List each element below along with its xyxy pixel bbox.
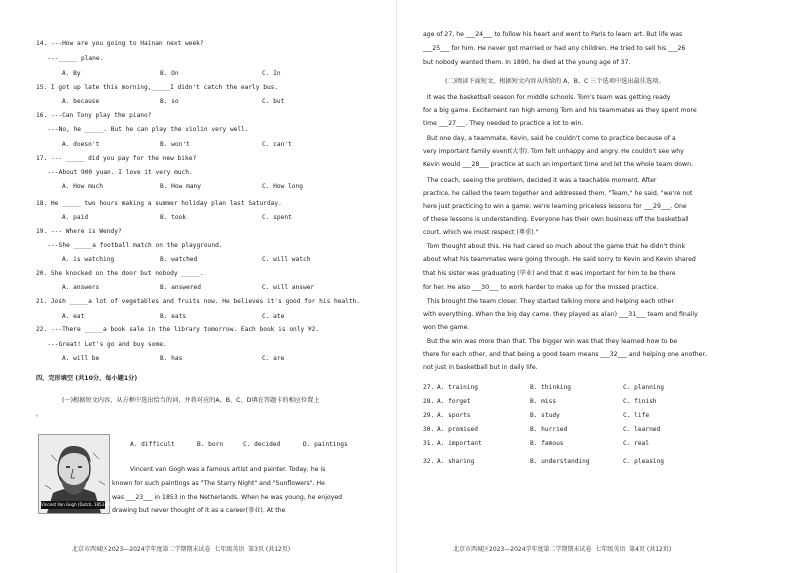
option-c: C. but [262, 98, 285, 105]
option-number: 31. [423, 440, 435, 447]
question-reply: ---About 900 yuan. I love it very much. [40, 169, 193, 176]
passage-line: for a big game. Excitement ran high among Tom and his teammates as they spent more [423, 107, 697, 114]
option-b: B. On [160, 70, 179, 77]
passage-line: was ___23___ in 1853 in the Netherlands. When he was young, he enjoyed [112, 494, 343, 501]
option-a: A. training [437, 384, 478, 391]
passage-line: But the win was more than that. The bigger win was that they learned how to be [423, 338, 678, 345]
passage-line: ___25___ for him. He never got married or had any children. He tried to sell his ___26 [423, 45, 686, 52]
passage-line: Kevin would ___28___ practice at such an important time and let the whole team down. [423, 161, 693, 168]
question-reply: ---No, he _____. But he can play the violin very well. [40, 126, 249, 133]
question-stem: 22. ---There _____a book sale in the library tomorrow. Each book is only ¥2. [36, 326, 320, 333]
option-b: B. hurried [530, 426, 568, 433]
option-a: A. sharing [437, 458, 475, 465]
option-c: C. pleasing [623, 458, 664, 465]
option-c: C. learned [623, 426, 661, 433]
option-b: B. took [160, 214, 187, 221]
question-stem: 17. --- _____ did you pay for the new bike? [36, 155, 197, 162]
option-b: B. thinking [530, 384, 571, 391]
option-c: C. real [623, 440, 650, 447]
option-b: B. understanding [530, 458, 590, 465]
passage-line: of these lessons is understanding. Everyone has their own business off the basketball [423, 216, 689, 223]
option-a: A. is watching [62, 256, 115, 263]
question-stem: 18. He _____ two hours making a summer holiday plan last Saturday. [36, 200, 282, 207]
option-c: C. are [262, 355, 285, 362]
question-reply: ---Great! Let's go and buy some. [40, 341, 167, 348]
passage-line: This brought the team closer. They started talking more and helping each other [423, 298, 675, 305]
passage-line: with everything. When the big day came, they played as a(an) ___31___ team and finally [423, 311, 698, 318]
word-bank-option-a: A. difficult [130, 441, 175, 448]
option-b: B. famous [530, 440, 564, 447]
option-c: C. In [262, 70, 281, 77]
option-a: A. paid [62, 214, 89, 221]
question-stem: 21. Josh _____a lot of vegetables and fruits now. He believes it's good for his health. [36, 298, 361, 305]
passage-line: there for each other, and that being a good team means ___32___ and helping one another, [423, 351, 707, 358]
question-stem: 19. --- Where is Wendy? [36, 228, 122, 235]
passage-line: here just practicing to win a game; we're learning priceless lessons for ___29___. One [423, 203, 687, 210]
passage-line: that his sister was graduating (毕业) and that it was important for him to be there [423, 270, 676, 277]
passage-line: known for such paintings as "The Starry Night" and "Sunflowers". He [112, 480, 325, 487]
option-a: A. promised [437, 426, 478, 433]
option-number: 32. [423, 458, 435, 465]
option-a: A. By [62, 70, 81, 77]
passage-line: very important family event(大事). Tom felt unhappy and angry. He couldn't see why [423, 148, 684, 155]
option-b: B. won't [160, 141, 190, 148]
passage-line: But one day, a teammate, Kevin, said he couldn't come to practice because of a [423, 135, 676, 142]
option-a: A. doesn't [62, 141, 100, 148]
question-reply: ---_____ plane. [40, 55, 104, 62]
part-instruction: (二)阅读下面短文，根据短文内容从所给的 A、B、C 三个选项中选出最佳选项。 [445, 78, 665, 85]
option-b: B. eats [160, 313, 187, 320]
option-a: A. answers [62, 284, 100, 291]
option-number: 30. [423, 426, 435, 433]
word-bank-option-d: D. paintings [303, 441, 348, 448]
option-a: A. will be [62, 355, 100, 362]
passage-line: Tom thought about this. He had cared so much about the game that he didn't think [423, 243, 686, 250]
question-stem: 14. ---How are you going to Hainan next week? [36, 40, 204, 47]
part-instruction: (一)根据短文内容，从方框中选出恰当的词，并将对应的A、B、C、D填在答题卡的相应位置上 [62, 397, 320, 404]
passage-line: but nobody wanted them. In 1890, he died at the young age of 37. [423, 59, 631, 66]
option-a: A. sports [437, 412, 471, 419]
page-footer: 北京市西城区2023—2024学年度第二学期期末试卷 七年级英语 第3页 (共12页) [72, 546, 291, 553]
word-bank-option-c: C. decided [243, 441, 281, 448]
option-number: 28. [423, 398, 435, 405]
option-b: B. miss [530, 398, 557, 405]
option-b: B. so [160, 98, 179, 105]
question-reply: ---She _____a football match on the playground. [40, 242, 223, 249]
option-a: A. because [62, 98, 100, 105]
page-footer: 北京市西城区2023—2024学年度第二学期期末试卷 七年级英语 第4页 (共12页) [453, 546, 672, 553]
option-b: B. How many [160, 183, 201, 190]
option-b: B. study [530, 412, 560, 419]
option-a: A. forget [437, 398, 471, 405]
option-a: A. important [437, 440, 482, 447]
question-stem: 16. ---Can Tony play the piano? [36, 112, 152, 119]
option-b: B. has [160, 355, 183, 362]
passage-line: age of 27, he ___24___ to follow his heart and went to Paris to learn art. But life was [423, 31, 683, 38]
portrait-caption: Vincent Van Gogh (Dutch, 1853-1890) [41, 502, 118, 507]
right-page [397, 0, 794, 573]
option-a: A. How much [62, 183, 103, 190]
passage-line: not just in basketball but in daily life. [423, 364, 538, 371]
option-b: B. answered [160, 284, 201, 291]
option-c: C. will answer [262, 284, 315, 291]
passage-line: about what his teammates were going through. He said sorry to Kevin and Kevin shared [423, 256, 696, 263]
word-bank-option-b: B. born [197, 441, 224, 448]
option-c: C. life [623, 412, 650, 419]
passage-line: It was the basketball season for middle schools. Tom's team was getting ready [423, 94, 671, 101]
option-c: C. can't [262, 141, 292, 148]
passage-line: practice, he called the team together and addressed them. "Team," he said, "we're not [423, 190, 693, 197]
instruction-end-mark: 。 [36, 411, 43, 418]
passage-line: court, which we must respect (尊重)." [423, 229, 539, 236]
option-a: A. eat [62, 313, 85, 320]
passage-line: The coach, seeing the problem, decided it was a teachable moment. After [423, 177, 657, 184]
question-stem: 20. She knocked on the door but nobody _____. [36, 270, 204, 277]
option-c: C. How long [262, 183, 303, 190]
question-stem: 15. I got up late this morning,_____I didn't catch the early bus. [36, 84, 279, 91]
section-heading: 四、完形填空 (共10分，每小题1分) [36, 375, 138, 382]
passage-line: Vincent van Gogh was a famous artist and painter. Today, he is [130, 466, 326, 473]
option-c: C. planning [623, 384, 664, 391]
option-b: B. watched [160, 256, 198, 263]
option-number: 27. [423, 384, 435, 391]
option-c: C. spent [262, 214, 292, 221]
option-c: C. will watch [262, 256, 311, 263]
option-number: 29. [423, 412, 435, 419]
option-c: C. finish [623, 398, 657, 405]
option-c: C. ate [262, 313, 285, 320]
passage-line: won the game. [423, 324, 470, 331]
passage-line: time ___27___. They needed to practice a lot to win. [423, 120, 584, 127]
passage-line: drawing but never thought of it as a career(事业). At the [112, 507, 286, 514]
passage-line: for her. He also ___30___ to work harder to make up for the missed practice. [423, 284, 659, 291]
